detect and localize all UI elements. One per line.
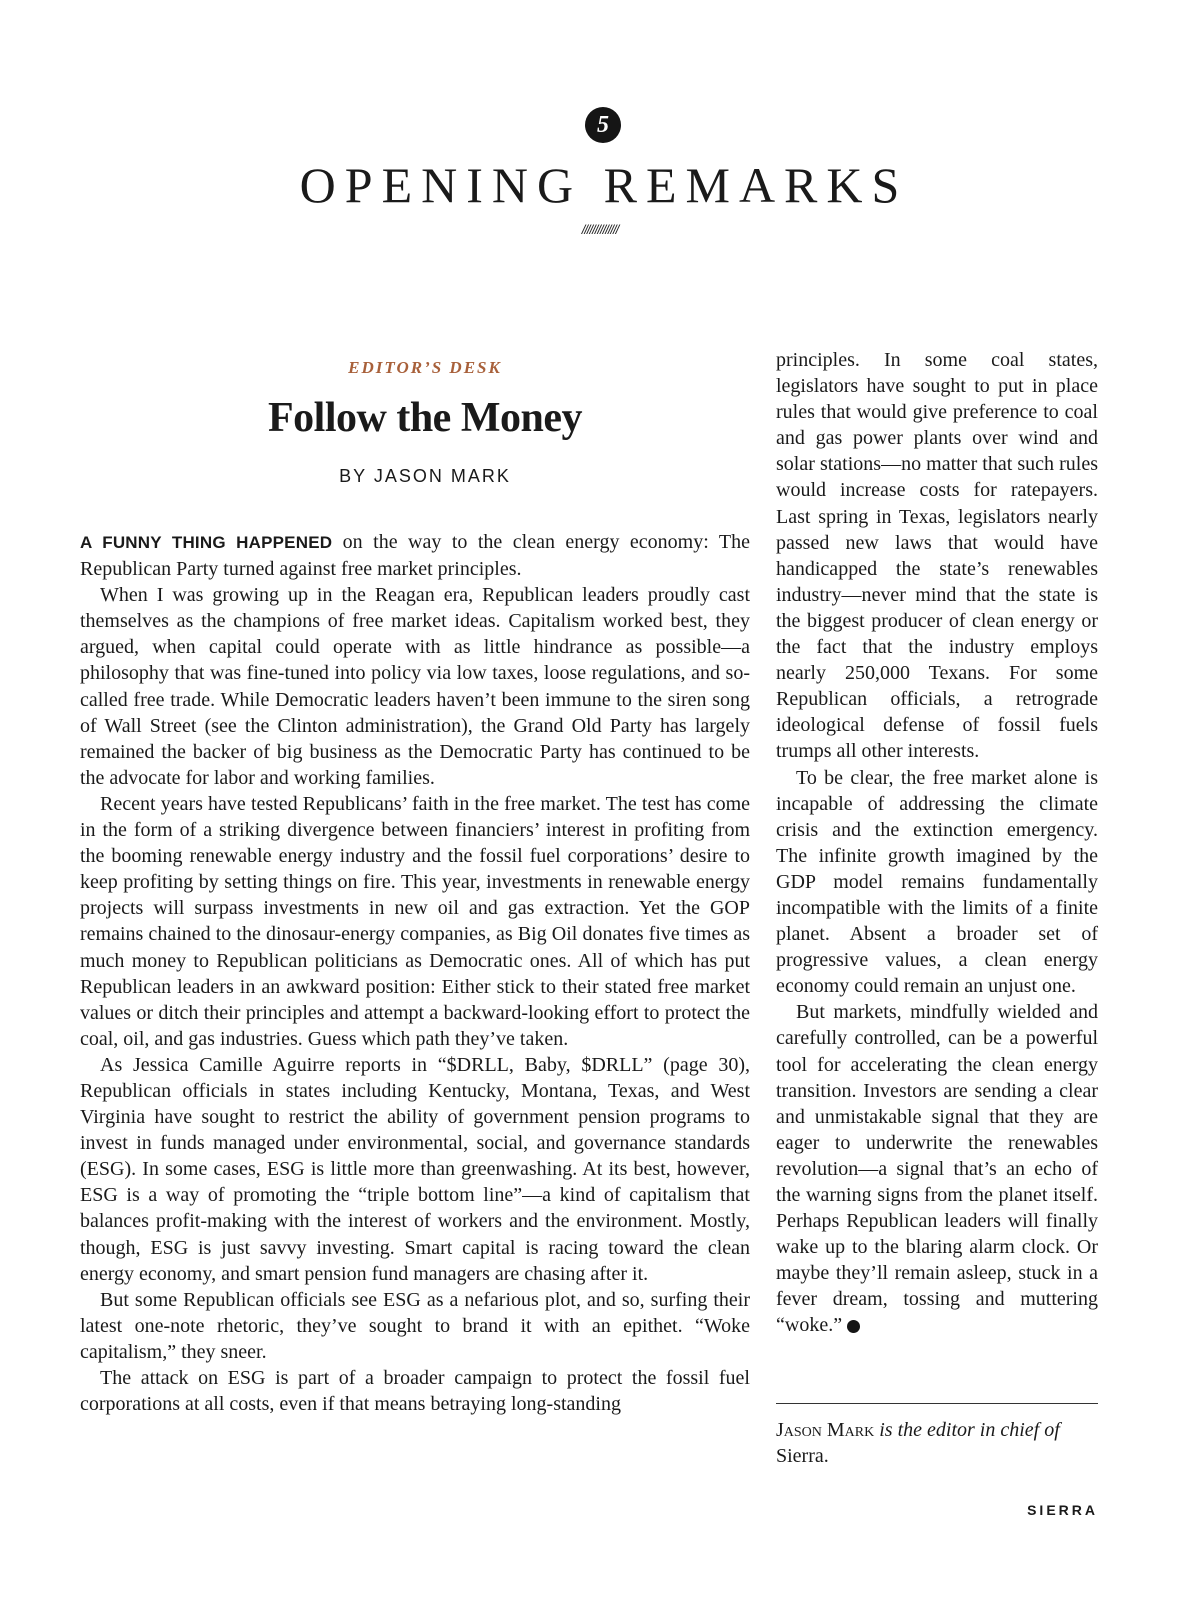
lead-in: A FUNNY THING HAPPENED (80, 533, 333, 552)
paragraph-6-continued: principles. In some coal states, legislators have sought to put in place rules that would give preference to coal and gas power plants over wind and solar stations—no matter that such rules would increase costs for ratepayers. Last spring in Texas, legislators nearly passed new laws that would have handicapped the state’s renewables industry—never mind that the state is the biggest producer of clean energy or the fact that the industry employs nearly 250,000 Texans. For some Republican officials, a retrograde ideological defense of fossil fuels trumps all other interests. (776, 349, 1098, 763)
bio-text: is the editor in chief of (874, 1419, 1060, 1441)
article-column-left (80, 529, 750, 1417)
bio-author-name: Jason Mark (776, 1419, 875, 1441)
paragraph-8 (776, 999, 1098, 1338)
paragraph-1-text: on the way to the clean energy economy: The Republican Party turned against free market principles. (80, 531, 750, 581)
paragraph-1 (80, 529, 750, 582)
article-byline: BY JASON MARK (339, 466, 511, 486)
paragraph-8-text: But markets, mindfully wielded and carefully controlled, can be a powerful tool for accelerating the clean energy transition. Investors are sending a clear and unmistakable signal that they are eager to underwrite the renewables revolution—a signal that’s an echo of the warning signs from the planet itself. Perhaps Republican leaders will finally wake up to the blaring alarm clock. Or maybe they’ll remain asleep, stuck in a fever dream, tossing and muttering “woke.” (776, 1001, 1098, 1337)
paragraph-5: But some Republican officials see ESG as a nefarious plot, and so, surfing their latest one-note rhetoric, they’ve sought to brand it with an epithet. “Woke capitalism,” they sneer. (80, 1288, 750, 1363)
section-divider: ////////////// (581, 222, 619, 237)
section-title: OPENING REMARKS (299, 157, 909, 213)
footer-brand: SIERRA (1027, 1502, 1098, 1518)
paragraph-6: The attack on ESG is part of a broader campaign to protect the fossil fuel corporations at all costs, even if that means betraying long-standing (80, 1367, 750, 1416)
article-headline: Follow the Money (268, 395, 582, 441)
paragraph-2: When I was growing up in the Reagan era, Republican leaders proudly cast themselves as the champions of free market ideas. Capitalism worked best, they argued, when capital could operate with as little hindrance as possible—a philosophy that was fine-tuned into policy via low taxes, loose regulations, and so-called free trade. While Democratic leaders haven’t been immune to the siren song of Wall Street (see the Clinton administration), the Grand Old Party has largely remained the backer of big business as the Democratic Party has continued to be the advocate for labor and working families. (80, 584, 750, 789)
article-kicker: EDITOR’S DESK (348, 358, 502, 377)
bio-period: . (823, 1445, 829, 1467)
bio-publication: Sierra (776, 1445, 824, 1467)
paragraph-4: As Jessica Camille Aguirre reports in “$DRLL, Baby, $DRLL” (page 30), Republican officials in states including Kentucky, Montana, Texas, and West Virginia have sought to restrict the ability of government pension programs to invest in funds managed under environmental, social, and governance standards (ESG). In some cases, ESG is little more than greenwashing. At its best, however, ESG is a way of promoting the “triple bottom line”—a kind of capitalism that balances profit-making with the interest of workers and the environment. Mostly, though, ESG is just savvy investing. Smart capital is racing toward the clean energy economy, and smart pension fund managers are chasing after it. (80, 1053, 750, 1285)
end-mark-icon: S (847, 1320, 860, 1333)
bio-divider (776, 1403, 1098, 1404)
paragraph-7: To be clear, the free market alone is incapable of addressing the climate crisis and the extinction emergency. The infinite growth imagined by the GDP model remains fundamentally incompatible with the limits of a finite planet. Absent a broader set of progressive values, a clean energy economy could remain an unjust one. (776, 766, 1098, 998)
page-number-badge: 5 (585, 107, 621, 143)
article-column-right (776, 347, 1098, 1339)
paragraph-3: Recent years have tested Republicans’ faith in the free market. The test has come in the form of a striking divergence between financiers’ interest in profiting from the booming renewable energy industry and the fossil fuel corporations’ desire to keep profiting by setting things on fire. This year, investments in renewable energy projects will surpass investments in new oil and gas extraction. Yet the GOP remains chained to the dinosaur-energy companies, as Big Oil donates five times as much money to Republican politicians as Democratic ones. All of which has put Republican leaders in an awkward position: Either stick to their stated free market values or ditch their principles and attempt a backward-looking effort to protect the coal, oil, and gas industries. Guess which path they’ve taken. (80, 792, 750, 1050)
author-bio (776, 1417, 1098, 1469)
